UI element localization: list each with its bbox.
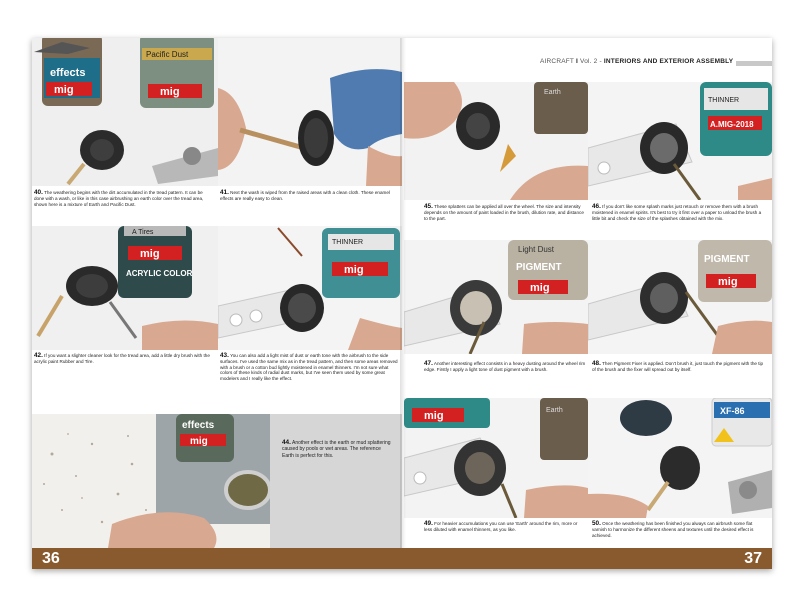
header-bar [736, 61, 772, 66]
jar-earth-label: Earth [544, 89, 561, 96]
header-section: AIRCRAFT [540, 58, 574, 65]
photo-43 [218, 226, 402, 350]
header-volume: Vol. 2 - [580, 58, 604, 65]
caption-50-text: Once the weathering has been finished you always can airbrush some flat varnish to harmonize the different sheens and textures until the desired effect is achieved. [592, 521, 754, 538]
caption-50-number: 50. [592, 520, 601, 527]
caption-40 [34, 190, 214, 207]
page-number-right: 37 [744, 550, 762, 567]
caption-43-text: You can also add a light mist of dust or earth tone with the airbrush to the side surfaces. I've used the same mix as in the tread pattern, and then some areas removed with a brush or a cotton bud lightly moistened in enamel thinners. I'm not sure what colors of these kinds of radial dust marks, but I've seen them used by some great modelers and I really like the effect. [220, 353, 398, 382]
caption-49-number: 49. [424, 520, 433, 527]
caption-41-text: Next the wash is wiped from the raised areas with a clean cloth. These enamel effects are really easy to clean. [220, 190, 390, 201]
caption-44-panel [270, 414, 402, 548]
caption-45-number: 45. [424, 203, 433, 210]
caption-41-number: 41. [220, 189, 229, 196]
caption-48 [592, 361, 768, 373]
caption-45 [424, 204, 586, 221]
caption-42-number: 42. [34, 352, 43, 359]
caption-49 [424, 521, 586, 533]
photo-49 [404, 398, 588, 518]
photo-42 [32, 226, 218, 350]
caption-40-text: The weathering begins with the dirt accumulated in the tread pattern. It can be done with a wash, or like in this case airbrushing an earth color over the tread area, shown here is a mixture of Earth and Pacific Dust. [34, 190, 204, 207]
jar-mig-label-4: mig [344, 264, 364, 276]
jar-effects-label: effects [50, 67, 86, 79]
photo-47 [404, 240, 588, 354]
caption-45-text: These splatters can be applied all over the wheel. The size and intensity depends on the amount of paint loaded in the brush, dilution rate, and distance to the part. [424, 204, 584, 221]
photo-44 [32, 414, 270, 548]
caption-49-text: For heavier accumulations you can use 'Earth' around the rim, more or less diluted with enamel thinners, as you like. [424, 521, 578, 532]
caption-46 [592, 204, 768, 221]
jar-effects-label-2: effects [182, 420, 215, 431]
header-title: INTERIORS AND EXTERIOR ASSEMBLY [603, 58, 734, 65]
footer-bar [32, 548, 772, 569]
caption-43 [220, 353, 398, 382]
jar-earth-label-2: Earth [546, 407, 563, 414]
caption-44 [282, 440, 394, 459]
photo-48 [588, 240, 772, 354]
jar-mig-label-7: mig [718, 276, 738, 288]
caption-47-number: 47. [424, 360, 433, 367]
jar-pigment-label: PIGMENT [516, 262, 562, 273]
caption-43-number: 43. [220, 352, 229, 359]
jar-thinner-label-2: THINNER [708, 97, 740, 104]
gutter-shadow [400, 38, 406, 569]
caption-48-number: 48. [592, 360, 601, 367]
jar-mig-label-5: mig [190, 436, 208, 447]
jar-mig-label-6: mig [530, 282, 550, 294]
running-header [540, 58, 772, 70]
photo-46 [588, 82, 772, 200]
caption-46-text: If you don't like some splash marks just retouch or remove them with a brush moistened in enamel spirits. It's best to try it first over a paper to unload the brush a little bit and check the size of the splashes obtained with the mix. [592, 204, 762, 221]
photo-40 [32, 38, 218, 186]
jar-mig-label-8: mig [424, 410, 444, 422]
caption-41 [220, 190, 398, 202]
jar-pacific-dust-label: Pacific Dust [146, 50, 189, 59]
photo-50 [588, 398, 772, 518]
caption-46-number: 46. [592, 203, 601, 210]
caption-48-text: Then Pigment Fixer is applied. Don't brush it, just touch the pigment with the tip of the brush and the fixer will spread out by itself. [592, 361, 764, 372]
page-number-left: 36 [42, 550, 60, 567]
caption-47-text: Another interesting effect consists in a heavy dusting around the wheel rim edge. Firstly I apply a light tone of dust pigment with a brush. [424, 361, 586, 372]
caption-44-number: 44. [282, 439, 291, 446]
jar-mig-label-2: mig [160, 86, 180, 98]
caption-47 [424, 361, 586, 373]
caption-42-text: If you want a slighter cleaner look for the tread area, add a little dry brush with the acrylic paint Rubber and Tire. [34, 353, 210, 364]
photo-41 [218, 38, 402, 186]
jar-xf86-label: XF-86 [720, 406, 745, 416]
photo-45 [404, 82, 588, 200]
jar-mig-label: mig [54, 84, 74, 96]
caption-42 [34, 353, 214, 365]
jar-tires-label: A Tires [132, 229, 154, 236]
jar-light-dust-label: Light Dust [518, 245, 555, 254]
caption-44-text: Another effect is the earth or mud splattering caused by pools or wet areas. The reference Earth is perfect for this. [282, 440, 391, 459]
jar-acrylic-label: ACRYLIC COLOR [126, 269, 193, 278]
jar-mig-label-3: mig [140, 248, 160, 260]
caption-50 [592, 521, 768, 538]
jar-amig-label: A.MIG-2018 [710, 120, 754, 129]
header-separator: I [576, 58, 579, 65]
caption-40-number: 40. [34, 189, 43, 196]
jar-pigment-label-2: PIGMENT [704, 254, 750, 265]
jar-thinner-label: THINNER [332, 239, 364, 246]
